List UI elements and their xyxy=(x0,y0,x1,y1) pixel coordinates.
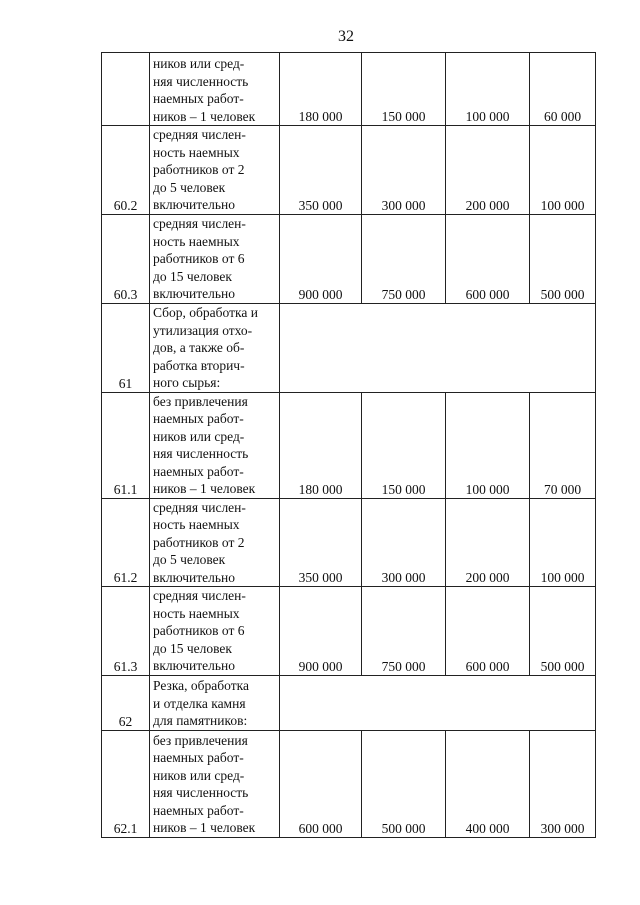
description-line: работников от 2 xyxy=(153,534,245,550)
row-description xyxy=(150,587,280,676)
row-number: 61.2 xyxy=(102,498,150,587)
description-line: средняя числен- xyxy=(153,216,246,231)
value-cell: 400 000 xyxy=(446,730,530,837)
value-cell: 600 000 xyxy=(446,214,530,303)
description-line: ников – 1 человек xyxy=(153,820,256,835)
row-number: 61.3 xyxy=(102,587,150,676)
description-line: без привлечения xyxy=(153,393,248,409)
table-row xyxy=(102,587,596,676)
description-line: ность наемных xyxy=(153,605,240,621)
description-line: ность наемных xyxy=(153,517,240,532)
value-cell: 900 000 xyxy=(280,587,362,676)
description-line: дов, а также об- xyxy=(153,340,245,355)
table-row xyxy=(102,730,596,837)
table-row xyxy=(102,303,596,392)
description-line: включительно xyxy=(153,286,236,301)
description-line: наемных работ- xyxy=(153,411,244,426)
description-line: ность наемных xyxy=(153,233,240,249)
description-line: няя численность xyxy=(153,785,249,800)
value-cell: 500 000 xyxy=(530,587,596,676)
value-cell: 100 000 xyxy=(530,126,596,215)
description-line: средняя числен- xyxy=(153,588,246,603)
value-cell: 300 000 xyxy=(362,498,446,587)
table-row xyxy=(102,498,596,587)
merged-empty-cell xyxy=(280,675,596,730)
value-cell: 180 000 xyxy=(280,53,362,126)
row-number: 60.3 xyxy=(102,214,150,303)
description-line: наемных работ- xyxy=(153,91,244,106)
description-line: без привлечения xyxy=(153,732,248,748)
table-row xyxy=(102,126,596,215)
value-cell: 150 000 xyxy=(362,392,446,498)
description-line: средняя числен- xyxy=(153,127,246,142)
table-row xyxy=(102,392,596,498)
description-line: работников от 6 xyxy=(153,251,245,266)
description-line: ников или сред- xyxy=(153,56,245,71)
description-line: и отделка камня xyxy=(153,695,246,711)
table-row xyxy=(102,214,596,303)
description-line: Резка, обработка xyxy=(153,678,249,693)
value-cell: 750 000 xyxy=(362,587,446,676)
description-line: до 15 человек xyxy=(153,268,232,284)
value-cell: 300 000 xyxy=(530,730,596,837)
description-line: до 15 человек xyxy=(153,640,232,656)
value-cell: 600 000 xyxy=(446,587,530,676)
value-cell: 100 000 xyxy=(446,53,530,126)
description-line: ников или сред- xyxy=(153,428,245,444)
row-description xyxy=(150,303,280,392)
description-line: работка вторич- xyxy=(153,357,245,373)
description-line: средняя числен- xyxy=(153,499,246,515)
value-cell: 750 000 xyxy=(362,214,446,303)
description-line: включительно xyxy=(153,197,236,212)
description-line: ность наемных xyxy=(153,144,240,160)
table-row xyxy=(102,675,596,730)
row-number: 62 xyxy=(102,675,150,730)
table-row xyxy=(102,53,596,126)
description-line: работников от 6 xyxy=(153,623,245,638)
row-number: 60.2 xyxy=(102,126,150,215)
row-number: 61.1 xyxy=(102,392,150,498)
description-line: ников или сред- xyxy=(153,767,245,783)
row-number: 61 xyxy=(102,303,150,392)
value-cell: 350 000 xyxy=(280,126,362,215)
description-line: няя численность xyxy=(153,73,249,89)
row-description xyxy=(150,392,280,498)
description-line: до 5 человек xyxy=(153,552,226,567)
description-line: наемных работ- xyxy=(153,750,244,765)
description-line: ников – 1 человек xyxy=(153,108,256,124)
description-line: наемных работ- xyxy=(153,463,244,479)
description-line: до 5 человек xyxy=(153,179,226,195)
row-number xyxy=(102,53,150,126)
value-cell: 600 000 xyxy=(280,730,362,837)
row-description xyxy=(150,730,280,837)
value-cell: 60 000 xyxy=(530,53,596,126)
description-line: для памятников: xyxy=(153,713,248,728)
description-line: работников от 2 xyxy=(153,162,245,177)
description-line: включительно xyxy=(153,658,236,673)
row-description xyxy=(150,498,280,587)
value-cell: 300 000 xyxy=(362,126,446,215)
description-line: наемных работ- xyxy=(153,802,244,818)
value-cell: 500 000 xyxy=(530,214,596,303)
row-description xyxy=(150,53,280,126)
value-cell: 200 000 xyxy=(446,126,530,215)
merged-empty-cell xyxy=(280,303,596,392)
value-cell: 900 000 xyxy=(280,214,362,303)
description-line: ников – 1 человек xyxy=(153,481,256,496)
value-cell: 500 000 xyxy=(362,730,446,837)
description-line: включительно xyxy=(153,569,236,585)
description-line: утилизация отхо- xyxy=(153,322,253,338)
page-number: 32 xyxy=(338,28,354,45)
row-description xyxy=(150,675,280,730)
row-description xyxy=(150,214,280,303)
value-cell: 100 000 xyxy=(446,392,530,498)
value-cell: 70 000 xyxy=(530,392,596,498)
tariff-table xyxy=(101,52,596,838)
value-cell: 180 000 xyxy=(280,392,362,498)
value-cell: 150 000 xyxy=(362,53,446,126)
description-line: Сбор, обработка и xyxy=(153,305,258,320)
row-description xyxy=(150,126,280,215)
value-cell: 200 000 xyxy=(446,498,530,587)
description-line: ного сырья: xyxy=(153,375,221,390)
value-cell: 100 000 xyxy=(530,498,596,587)
description-line: няя численность xyxy=(153,446,249,461)
row-number: 62.1 xyxy=(102,730,150,837)
value-cell: 350 000 xyxy=(280,498,362,587)
